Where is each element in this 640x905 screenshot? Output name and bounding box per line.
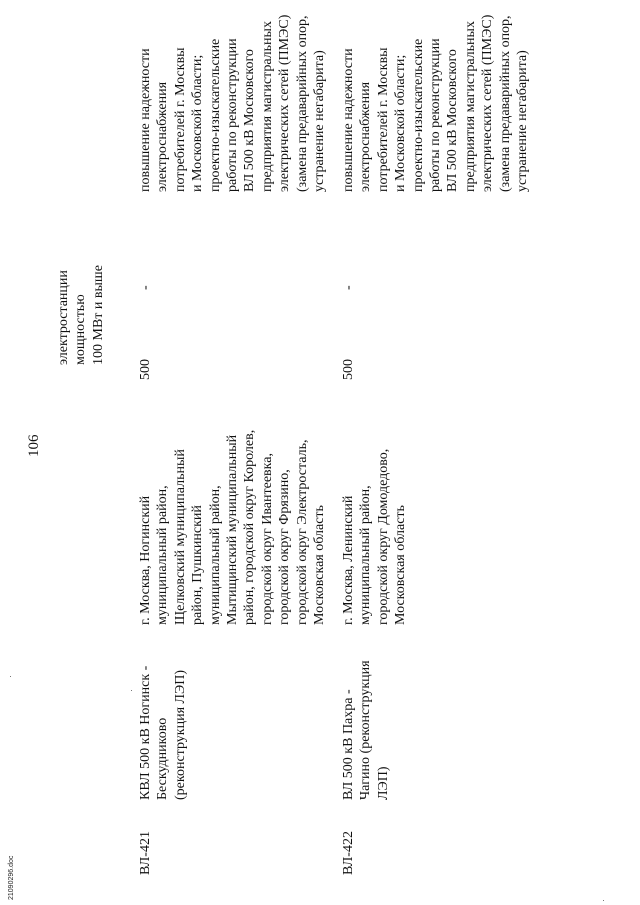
row-dash: - xyxy=(138,285,153,290)
row-voltage: 500 xyxy=(138,359,153,380)
scan-speck xyxy=(131,690,132,691)
row-voltage: 500 xyxy=(341,359,356,380)
row-id: ВЛ-421 xyxy=(138,831,153,875)
scan-speck xyxy=(603,900,604,901)
row-dash: - xyxy=(341,285,356,290)
previous-row-continuation: электростанции мощностью 100 МВт и выше xyxy=(56,265,106,365)
row-location: г. Москва, Ногинский муниципальный район, Щелковский муниципальный район, Пушкинский муниципальный район, Мытищинский муниципальный район, городской округ Королев, городской округ Ивантеевка, городской округ Фрязино, городской округ Электросталь, Московская область xyxy=(138,429,328,625)
row-id: ВЛ-422 xyxy=(341,831,356,875)
file-name-footer: 21090296.doc xyxy=(8,855,15,900)
row-purpose: повышение надежности электроснабжения потребителей г. Москвы и Московской области; проектно-изыскательские работы по реконструкции ВЛ 500 кВ Московского предприятия магистральных электрических сетей (ПМЭС) (замена предаварийных опор, устранение негабарита) xyxy=(138,14,328,192)
row-object-name: КВЛ 500 кВ Ногинск - Бескудниково (реконструкция ЛЭП) xyxy=(138,665,188,800)
scan-speck xyxy=(10,676,11,677)
row-location: г. Москва, Ленинский муниципальный район, городской округ Домодедово, Московская область xyxy=(341,448,409,625)
row-object-name: ВЛ 500 кВ Пахра - Чагино (реконструкция ЛЭП) xyxy=(341,660,391,800)
row-purpose: повышение надежности электроснабжения потребителей г. Москвы и Московской области; проектно-изыскательские работы по реконструкции ВЛ 500 кВ Московского предприятия магистральных электрических сетей (ПМЭС) (замена предаварийных опор, устранение негабарита) xyxy=(341,14,531,192)
page-number: 106 xyxy=(26,434,42,457)
